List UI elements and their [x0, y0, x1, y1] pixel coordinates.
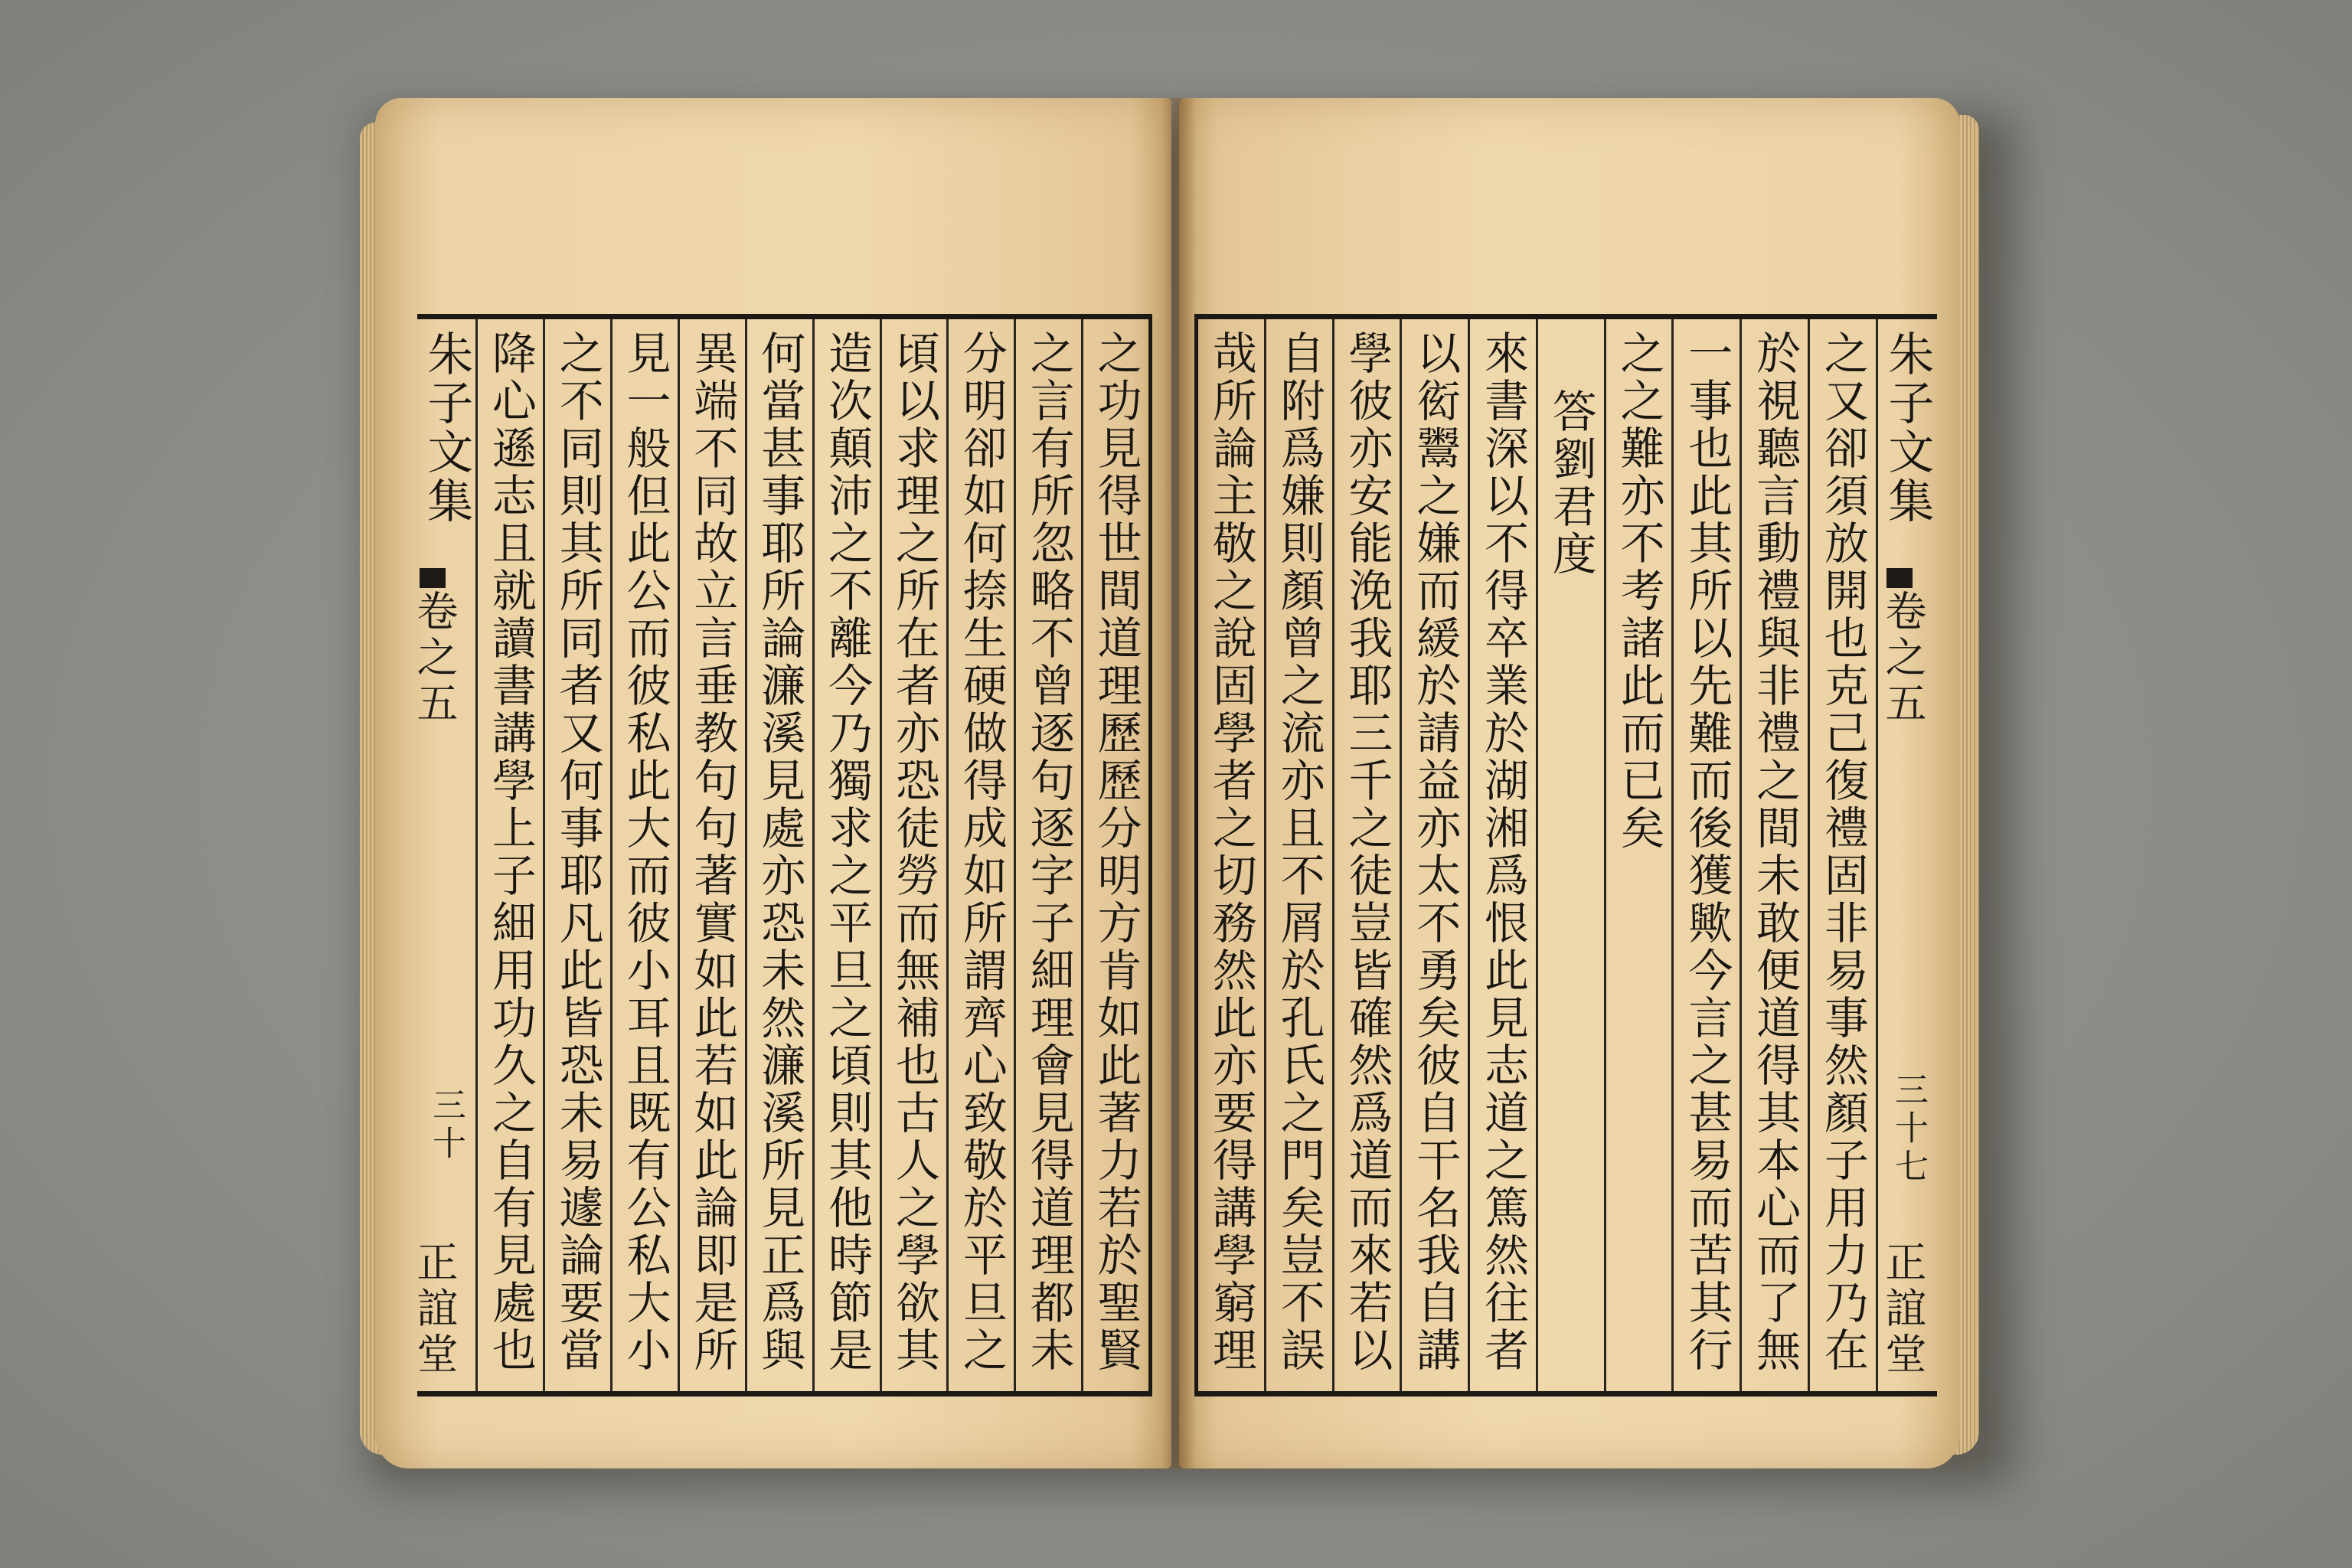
right-volume-label: 卷之五 [1879, 590, 1927, 727]
text-column: 頃以求理之所在者亦恐徒勞而無補也古人之學欲其 [880, 319, 947, 1391]
text-column: 之不同則其所同者又何事耶凡此皆恐未易遽論要當 [543, 319, 610, 1391]
text-column: 之之難亦不考諸此而已矣 [1604, 319, 1672, 1391]
right-margin-column [1876, 319, 1937, 1391]
left-volume-label: 卷之五 [410, 590, 459, 727]
text-column: 何當甚事耶所論濂溪見處亦恐未然濂溪所見正爲與 [745, 319, 812, 1391]
letter-heading: 答劉君度 [1544, 388, 1597, 578]
text-column: 於視聽言動禮與非禮之間未敢便道得其本心而了無 [1740, 319, 1808, 1391]
text-column: 之功見得世間道理歷歷分明方肯如此著力若於聖賢 [1081, 319, 1152, 1391]
right-publisher: 正誼堂 [1879, 1240, 1927, 1378]
text-column: 一事也此其所以先難而後獲歟今言之甚易而苦其行 [1671, 319, 1740, 1391]
text-column: 見一般但此公而彼私此大而彼小耳且既有公私大小 [610, 319, 678, 1391]
left-margin-column [417, 319, 475, 1391]
book-gutter [1162, 98, 1196, 1468]
book-title: 朱子文集 [420, 330, 474, 526]
text-column: 學彼亦安能浼我耶三千之徒豈皆確然爲道而來若以 [1332, 319, 1400, 1391]
text-column: 哉所論主敬之說固學者之切務然此亦要得講學窮理 [1194, 319, 1264, 1391]
text-column: 來書深以不得卒業於湖湘爲恨此見志道之篤然往者 [1468, 319, 1536, 1391]
text-column: 降心遜志且就讀書講學上子細用功久之自有見處也 [475, 319, 543, 1391]
text-column: 自附爲嫌則顏曾之流亦且不屑於孔氏之門矣豈不誤 [1264, 319, 1332, 1391]
text-column: 以衒鬻之嫌而緩於請益亦太不勇矣彼自干名我自講 [1400, 319, 1468, 1391]
left-page-number: 三十 [426, 1087, 466, 1164]
text-column: 造次顛沛之不離今乃獨求之平旦之頃則其他時節是 [812, 319, 880, 1391]
text-column: 之言有所忽略不曾逐句逐字子細理會見得道理都未 [1014, 319, 1081, 1391]
right-page-text-block [1194, 314, 1937, 1396]
left-page-text-block [417, 314, 1152, 1396]
fishtail-mark [420, 568, 446, 588]
letter-heading-column [1536, 319, 1604, 1391]
book-title: 朱子文集 [1880, 330, 1935, 526]
text-column: 分明卻如何捺生硬做得成如所謂齊心致敬於平旦之 [946, 319, 1014, 1391]
text-column: 之又卻須放開也克己復禮固非易事然顏子用力乃在 [1808, 319, 1876, 1391]
fishtail-mark [1886, 568, 1913, 588]
right-page-number: 三十七 [1889, 1072, 1928, 1187]
left-publisher: 正誼堂 [410, 1240, 459, 1378]
text-column: 異端不同故立言垂教句句著實如此若如此論即是所 [678, 319, 745, 1391]
